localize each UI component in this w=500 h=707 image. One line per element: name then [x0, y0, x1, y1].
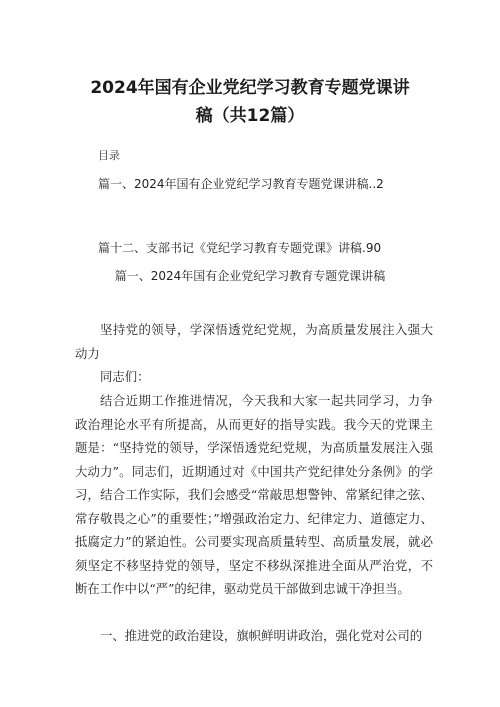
- body-paragraph: 结合近期工作推进情况，今天我和大家一起共同学习，力争政治理论水平有所提高，从而更好的指导实践。我今天的党课主题是：“坚持党的领导，学深悟透党纪党规，为高质量发展注入强大动力”。同志们，近期通过对《中国共产党纪律处分条例》的学习，结合工作实际，我们会感受“常敲思想警钟、常紧纪律之弦、常存敬畏之心”的重要性；”增强政治定力、纪律定力、道德定力、抵腐定力”的紧迫性。公司要实现高质量转型、高质量发展，就必须坚定不移坚持党的领导，坚定不移纵深推进全面从严治党，不断在工作中以“严”的纪律，驱动党员干部做到忠诚干净担当。: [75, 393, 433, 596]
- lead-paragraph: 坚持党的领导，学深悟透党纪党规，为高质量发展注入强大动力: [75, 322, 433, 361]
- toc-entry[interactable]: 篇一、2024年国有企业党纪学习教育专题党课讲稿..2: [98, 177, 384, 191]
- toc-label: 目录: [98, 149, 120, 162]
- toc-entry[interactable]: 篇十二、支部书记《党纪学习教育专题党课》讲稿.90: [98, 241, 382, 255]
- point-paragraph: 一、推进党的政治建设，旗帜鲜明讲政治，强化党对公司的: [100, 628, 423, 643]
- document-title-line-2: 稿（共12篇）: [195, 106, 305, 126]
- document-title-line-1: 2024年国有企业党纪学习教育专题党课讲: [90, 78, 410, 98]
- section-heading: 篇一、2024年国有企业党纪学习教育专题党课讲稿: [114, 269, 386, 283]
- greeting-paragraph: 同志们：: [100, 369, 150, 384]
